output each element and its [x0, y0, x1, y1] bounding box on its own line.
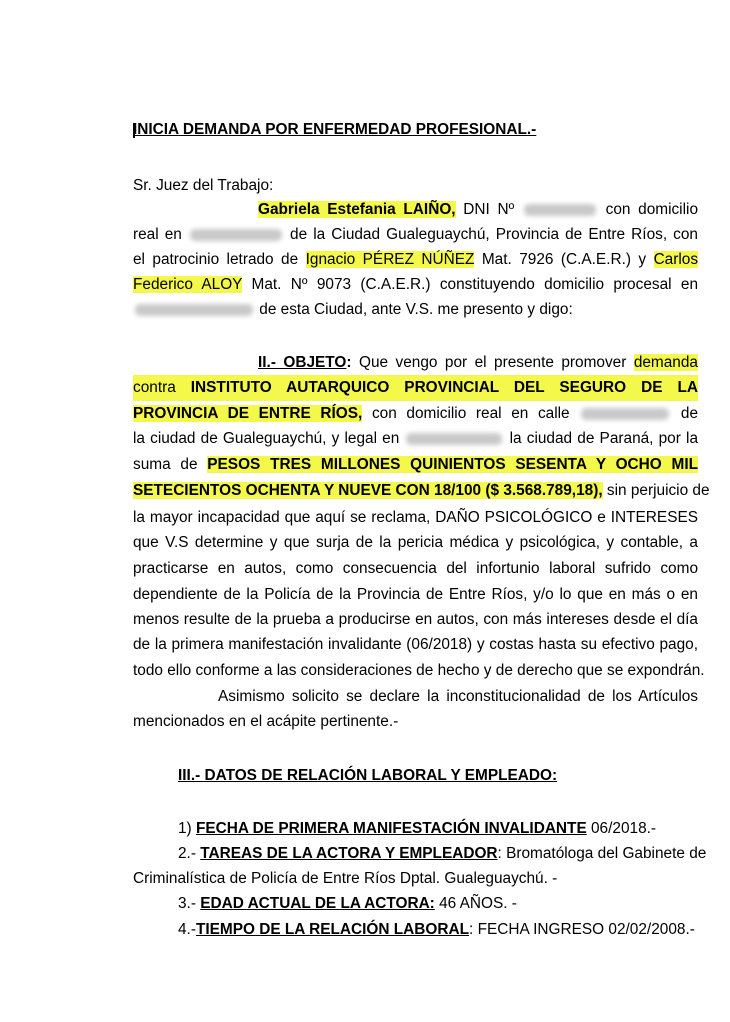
plaintiff-name: Gabriela Estefania LAIÑO,	[258, 201, 456, 218]
objeto-line-15-text: mencionados en el acápite pertinente.-	[133, 713, 399, 730]
lawyer-1-name: Ignacio PÉREZ NÚÑEZ	[305, 251, 475, 268]
datos-item-4	[178, 917, 730, 943]
intro-line-4-post: Mat. Nº 9073 (C.A.E.R.) constituyendo domicilio procesal en	[251, 276, 699, 293]
datos-item-3-label: EDAD ACTUAL DE LA ACTORA:	[200, 895, 435, 912]
objeto-line-8	[133, 530, 698, 556]
datos-heading-text: III.- DATOS DE RELACIÓN LABORAL Y EMPLEADO:	[178, 767, 558, 784]
datos-item-2-num: 2.-	[178, 845, 196, 862]
objeto-line-12	[133, 632, 698, 658]
datos-item-1-value: 06/2018.-	[591, 820, 657, 837]
intro-line-2-pre: real en	[133, 226, 182, 243]
objeto-line-10	[133, 582, 698, 608]
objeto-line-3	[133, 401, 698, 427]
intro-line-1-tail: con domicilio	[605, 201, 699, 218]
salutation	[133, 173, 698, 199]
salutation-text: Sr. Juez del Trabajo:	[133, 177, 274, 194]
datos-item-4-label: TIEMPO DE LA RELACIÓN LABORAL	[195, 921, 470, 938]
objeto-line-6	[133, 478, 710, 504]
dni-label: DNI Nº	[463, 201, 515, 218]
objeto-line-9-text: practicarse en autos, como consecuencia del infortunio laboral sufrido como	[133, 560, 698, 577]
objeto-line-5-pre: suma de	[133, 456, 198, 473]
objeto-heading: II.- OBJETO	[258, 354, 347, 371]
intro-line-4	[133, 272, 698, 298]
objeto-line-1	[258, 350, 698, 376]
objeto-line-13-text: todo ello conforme a las consideraciones de hecho y de derecho que se expondrán.	[133, 662, 705, 679]
objeto-demand-word: demanda	[633, 354, 698, 371]
document-title	[133, 117, 698, 143]
objeto-line-3-tail: de	[680, 405, 699, 422]
objeto-line-6-text: sin perjuicio de	[606, 482, 710, 499]
intro-line-3-mid: Mat. 7926 (C.A.E.R.) y	[481, 251, 647, 268]
datos-item-3-value: 46 AÑOS. -	[439, 895, 517, 912]
datos-item-4-num: 4.-	[178, 921, 196, 938]
lawyer-2-last-name: Federico ALOY	[133, 276, 243, 293]
objeto-line-14	[218, 684, 698, 710]
objeto-line-2-pre: contra	[133, 379, 176, 396]
datos-item-2-continuation-text: Criminalística de Policía de Entre Ríos Dptal. Gualeguaychú. -	[133, 870, 558, 887]
intro-line-1	[258, 197, 698, 223]
objeto-line-8-text: que V.S determine y que surja de la pericia médica y psicológica, y contable, a	[133, 534, 698, 551]
objeto-line-13	[133, 658, 705, 684]
intro-line-3	[133, 247, 698, 273]
objeto-heading-colon: :	[346, 354, 352, 371]
datos-item-1-num: 1)	[178, 820, 192, 837]
objeto-line-3-text: con domicilio real en calle	[371, 405, 570, 422]
defendant-name-part-2: PROVINCIA DE ENTRE RÍOS,	[133, 405, 363, 422]
datos-item-2-label: TAREAS DE LA ACTORA Y EMPLEADOR	[200, 845, 498, 862]
intro-line-2	[133, 222, 698, 248]
lawyer-2-first-name: Carlos	[653, 251, 699, 268]
datos-item-2-value: : Bromatóloga del Gabinete de	[497, 845, 707, 862]
document-title-text: INICIA DEMANDA POR ENFERMEDAD PROFESIONAL.-	[133, 121, 537, 138]
datos-item-3	[178, 891, 730, 917]
redacted-procedural-address	[135, 304, 253, 316]
redacted-legal-address	[406, 433, 502, 445]
intro-line-3-pre: el patrocinio letrado de	[133, 251, 299, 268]
datos-item-1-label: FECHA DE PRIMERA MANIFESTACIÓN INVALIDANTE	[195, 820, 587, 837]
intro-line-2-post: de la Ciudad Gualeguaychú, Provincia de Entre Ríos, con	[290, 226, 698, 243]
claim-amount-words-2: SETECIENTOS OCHENTA Y NUEVE CON 18/100 ($ 3.568.789,18),	[133, 482, 603, 499]
objeto-line-10-text: dependiente de la Policía de la Provincia de Entre Ríos, y/o lo que en más o en	[133, 586, 698, 603]
objeto-line-12-text: de la primera manifestación invalidante (06/2018) y costas hasta su efectivo pago,	[133, 636, 698, 653]
datos-item-3-num: 3.-	[178, 895, 196, 912]
intro-line-5-post: de esta Ciudad, ante V.S. me presento y digo:	[259, 301, 573, 318]
objeto-line-11-text: menos resulte de la prueba a producirse en autos, con más intereses desde el día	[133, 611, 698, 628]
objeto-line-14-text: Asimismo solicito se declare la inconstitucionalidad de los Artículos	[218, 688, 698, 705]
datos-item-2-continuation	[133, 866, 698, 892]
objeto-line-7	[133, 505, 698, 531]
datos-item-4-value: : FECHA INGRESO 02/02/2008.-	[469, 921, 695, 938]
datos-item-2	[178, 841, 707, 867]
objeto-line-11	[133, 607, 698, 633]
datos-heading	[178, 763, 730, 789]
redacted-defendant-address	[581, 408, 669, 420]
objeto-line-5	[133, 452, 698, 478]
claim-amount-words-1: PESOS TRES MILLONES QUINIENTOS SESENTA Y OCHO MIL	[207, 456, 698, 473]
objeto-line-7-text: la mayor incapacidad que aquí se reclama, DAÑO PSICOLÓGICO e INTERESES	[133, 509, 698, 526]
objeto-line-2	[133, 375, 698, 401]
defendant-name-part-1: INSTITUTO AUTARQUICO PROVINCIAL DEL SEGURO DE LA	[190, 379, 698, 396]
intro-line-5	[133, 297, 698, 323]
redacted-address	[190, 229, 282, 241]
datos-item-1	[178, 816, 730, 842]
objeto-line-4-pre: la ciudad de Gualeguaychú, y legal en	[133, 430, 400, 447]
redacted-dni	[524, 204, 596, 216]
objeto-line-15	[133, 709, 698, 735]
objeto-line-9	[133, 556, 698, 582]
objeto-line-1-text: Que vengo por el presente promover	[359, 354, 627, 371]
objeto-line-4	[133, 426, 698, 452]
objeto-line-4-post: la ciudad de Paraná, por la	[509, 430, 699, 447]
